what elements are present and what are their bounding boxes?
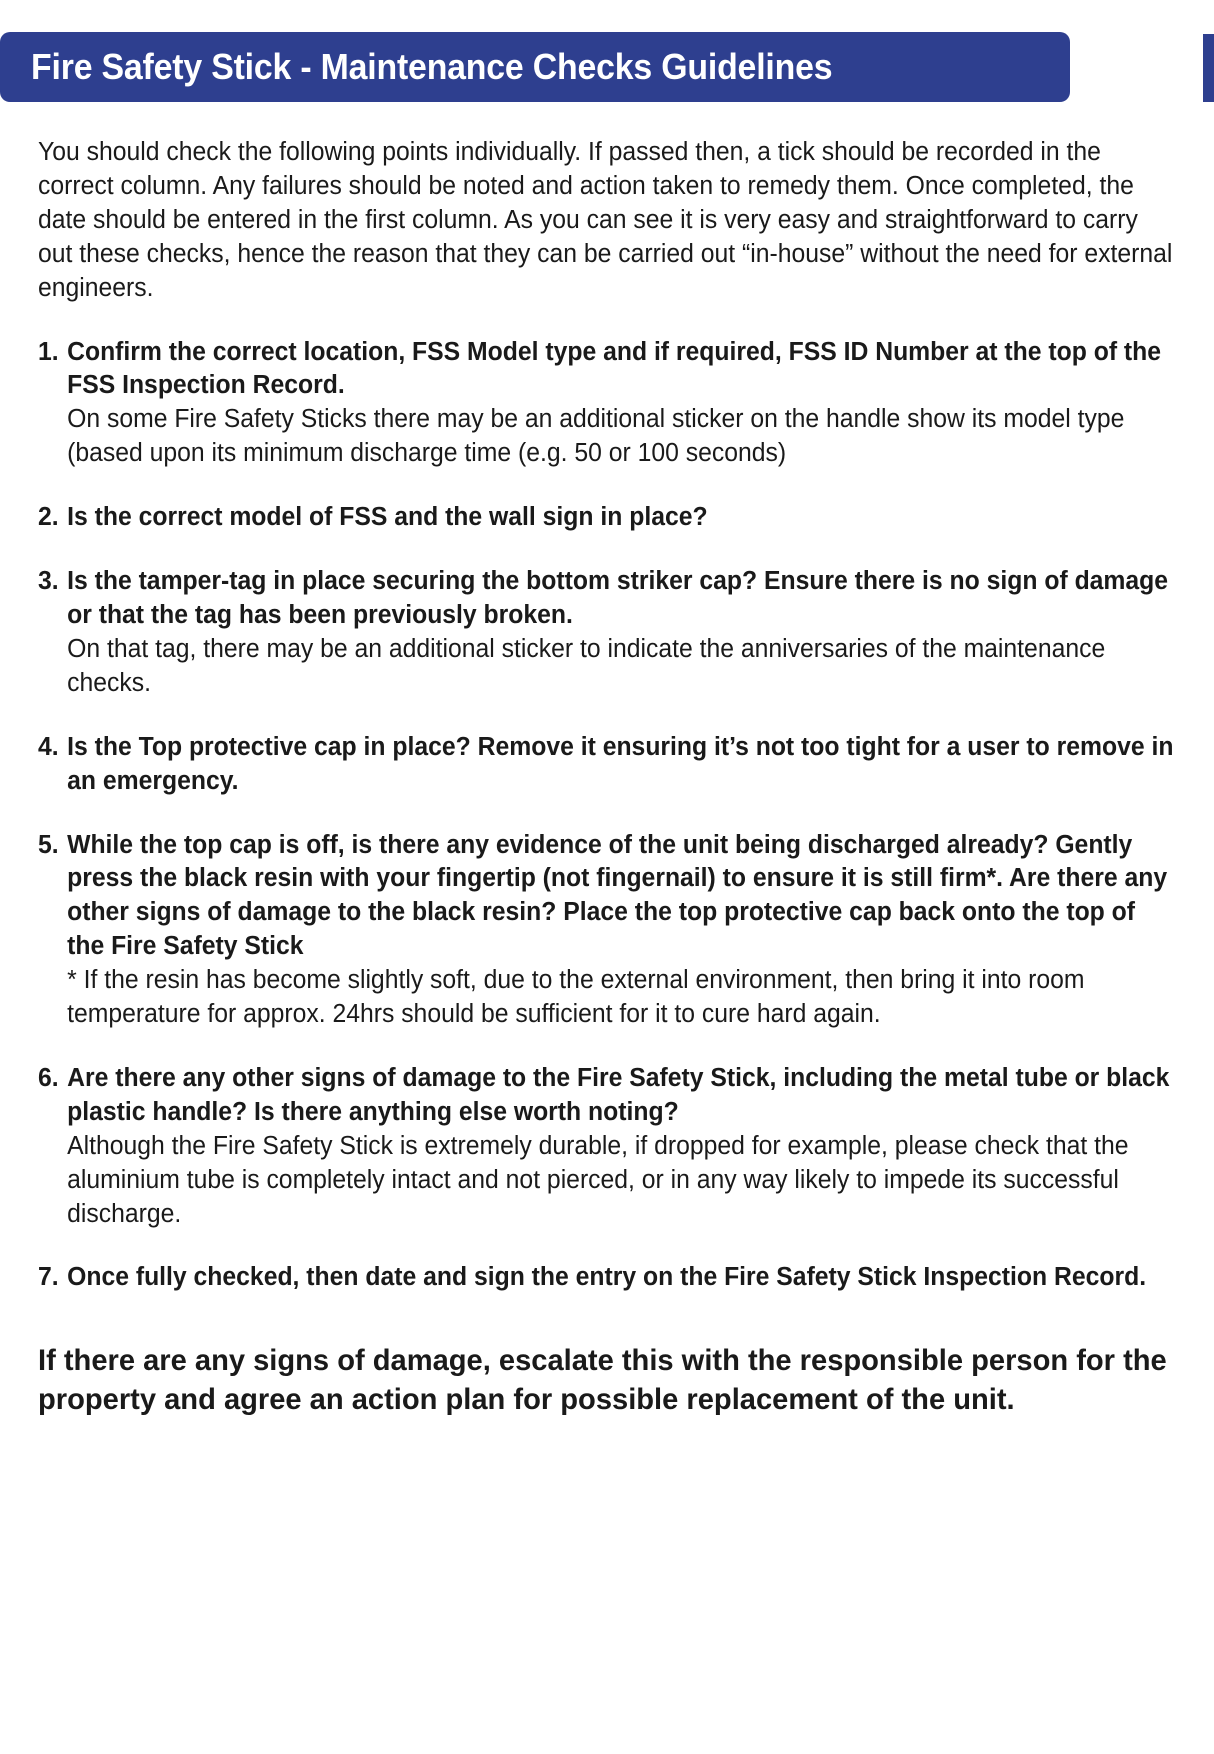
item-number: 3.	[38, 567, 59, 596]
item-body	[67, 1261, 1179, 1295]
item-body	[67, 565, 1179, 701]
document-page	[0, 32, 1214, 1754]
item-note: On that tag, there may be an additional sticker to indicate the anniversaries of the maintenance checks.	[67, 634, 1106, 697]
item-heading: Is the Top protective cap in place? Remove it ensuring it’s not too tight for a user to remove in an emergency.	[67, 732, 1174, 795]
checklist-item-5	[38, 829, 1179, 1032]
item-number: 5.	[38, 830, 59, 859]
page-title: Fire Safety Stick - Maintenance Checks Guidelines	[31, 46, 833, 87]
item-heading: Is the correct model of FSS and the wall sign in place?	[67, 503, 708, 532]
item-heading: While the top cap is off, is there any evidence of the unit being discharged already? Gently press the black resin with your fingertip (not fingernail) to ensure it is still firm*. Are there any other signs of damage to the black resin? Place the top protective cap back onto the top of the Fire Safety Stick	[67, 830, 1168, 961]
document-content	[0, 136, 1214, 1419]
checklist-item-1	[38, 336, 1179, 472]
item-note: On some Fire Safety Sticks there may be an additional sticker on the handle show its model type (based upon its minimum discharge time (e.g. 50 or 100 seconds)	[67, 405, 1125, 468]
checklist-item-6	[38, 1062, 1179, 1232]
checklist-item-2	[38, 501, 1179, 535]
item-body	[67, 336, 1179, 472]
document-header	[0, 32, 1214, 114]
closing-statement: If there are any signs of damage, escalate this with the responsible person for the property and agree an action plan for possible replacement of the unit.	[38, 1344, 1167, 1417]
item-note: * If the resin has become slightly soft, due to the external environment, then bring it into room temperature for approx. 24hrs should be sufficient for it to cure hard again.	[67, 966, 1085, 1029]
checklist-item-7	[38, 1261, 1179, 1295]
item-number: 4.	[38, 732, 59, 761]
item-heading: Are there any other signs of damage to the Fire Safety Stick, including the metal tube or black plastic handle? Is there anything else worth noting?	[67, 1063, 1170, 1126]
item-heading: Confirm the correct location, FSS Model type and if required, FSS ID Number at the top of the FSS Inspection Record.	[67, 337, 1162, 400]
item-note: Although the Fire Safety Stick is extremely durable, if dropped for example, please check that the aluminium tube is completely intact and not pierced, or in any way likely to impede its successful discharge.	[67, 1131, 1129, 1228]
checklist-item-3	[38, 565, 1179, 701]
header-banner	[0, 32, 1070, 102]
item-number: 2.	[38, 503, 59, 532]
header-edge-accent-bar	[1203, 34, 1214, 102]
item-heading: Is the tamper-tag in place securing the bottom striker cap? Ensure there is no sign of damage or that the tag has been previously broken.	[67, 567, 1169, 629]
item-heading: Once fully checked, then date and sign the entry on the Fire Safety Stick Inspection Record.	[67, 1263, 1147, 1292]
item-body	[67, 501, 1179, 535]
item-body	[67, 1062, 1179, 1232]
item-body	[67, 731, 1179, 799]
item-number: 6.	[38, 1063, 59, 1092]
item-body	[67, 829, 1179, 1032]
item-number: 7.	[38, 1263, 59, 1292]
checklist-item-4	[38, 731, 1179, 799]
intro-paragraph: You should check the following points individually. If passed then, a tick should be recorded in the correct column. Any failures should be noted and action taken to remedy them. Once completed, the date should be entered in the first column. As you can see it is very easy and straightforward to carry out these checks, hence the reason that they can be carried out “in-house” without the need for external engineers.	[38, 138, 1173, 302]
item-number: 1.	[38, 337, 59, 366]
